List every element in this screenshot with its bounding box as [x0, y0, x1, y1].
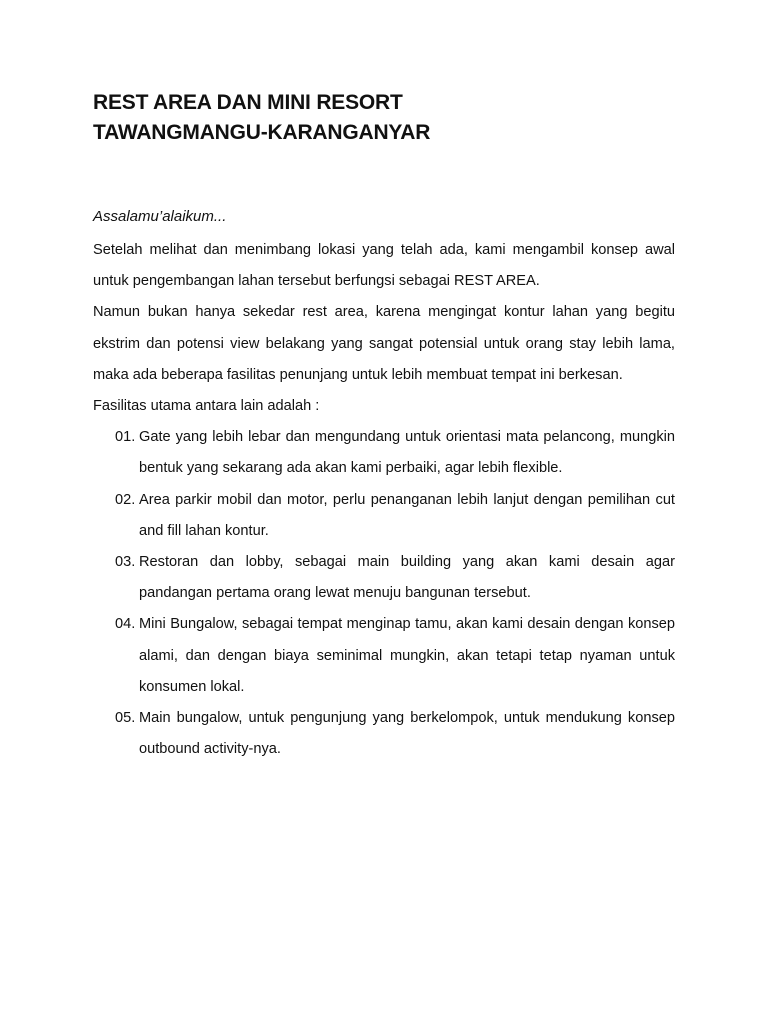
facilities-list: [93, 422, 675, 765]
list-item: [93, 703, 675, 765]
list-item-text: Area parkir mobil dan motor, perlu penanganan lebih lanjut dengan pemilihan cut and fill lahan kontur.: [139, 491, 675, 539]
title-line-1: REST AREA DAN MINI RESORT: [93, 91, 403, 114]
list-item: [93, 422, 675, 484]
document-page: [93, 88, 675, 758]
list-item-number: 04.: [115, 616, 136, 633]
document-title: [93, 88, 675, 148]
list-item-text: Gate yang lebih lebar dan mengundang untuk orientasi mata pelancong, mungkin bentuk yang sekarang ada akan kami perbaiki, agar lebih flexible.: [139, 429, 675, 477]
list-item-number: 05.: [115, 710, 136, 727]
list-item: [93, 485, 675, 547]
list-item: [93, 547, 675, 609]
list-item-text: Restoran dan lobby, sebagai main building yang akan kami desain agar pandangan pertama orang lewat menuju bangunan tersebut.: [139, 554, 675, 602]
list-item-text: Mini Bungalow, sebagai tempat menginap tamu, akan kami desain dengan konsep alami, dan dengan biaya seminimal mungkin, akan tetapi tetap nyaman untuk konsumen lokal.: [139, 616, 675, 695]
greeting: Assalamu’alaikum...: [93, 208, 227, 225]
title-line-2: TAWANGMANGU-KARANGANYAR: [93, 121, 431, 144]
list-item: [93, 609, 675, 703]
list-item-text: Main bungalow, untuk pengunjung yang berkelompok, untuk mendukung konsep outbound activity-nya.: [139, 710, 675, 758]
paragraph-facilities-heading: Fasilitas utama antara lain adalah :: [93, 398, 320, 415]
list-item-number: 03.: [115, 554, 136, 571]
list-item-number: 02.: [115, 491, 136, 508]
document-body: [93, 235, 675, 765]
list-item-number: 01.: [115, 429, 136, 446]
paragraph-rest-area: Namun bukan hanya sekedar rest area, karena mengingat kontur lahan yang begitu ekstrim dan potensi view belakang yang sangat potensial untuk orang stay lebih lama, maka ada beberapa fasilitas penunjang untuk lebih membuat tempat ini berkesan.: [93, 304, 675, 383]
paragraph-intro: Setelah melihat dan menimbang lokasi yang telah ada, kami mengambil konsep awal untuk pengembangan lahan tersebut berfungsi sebagai REST AREA.: [93, 242, 675, 290]
